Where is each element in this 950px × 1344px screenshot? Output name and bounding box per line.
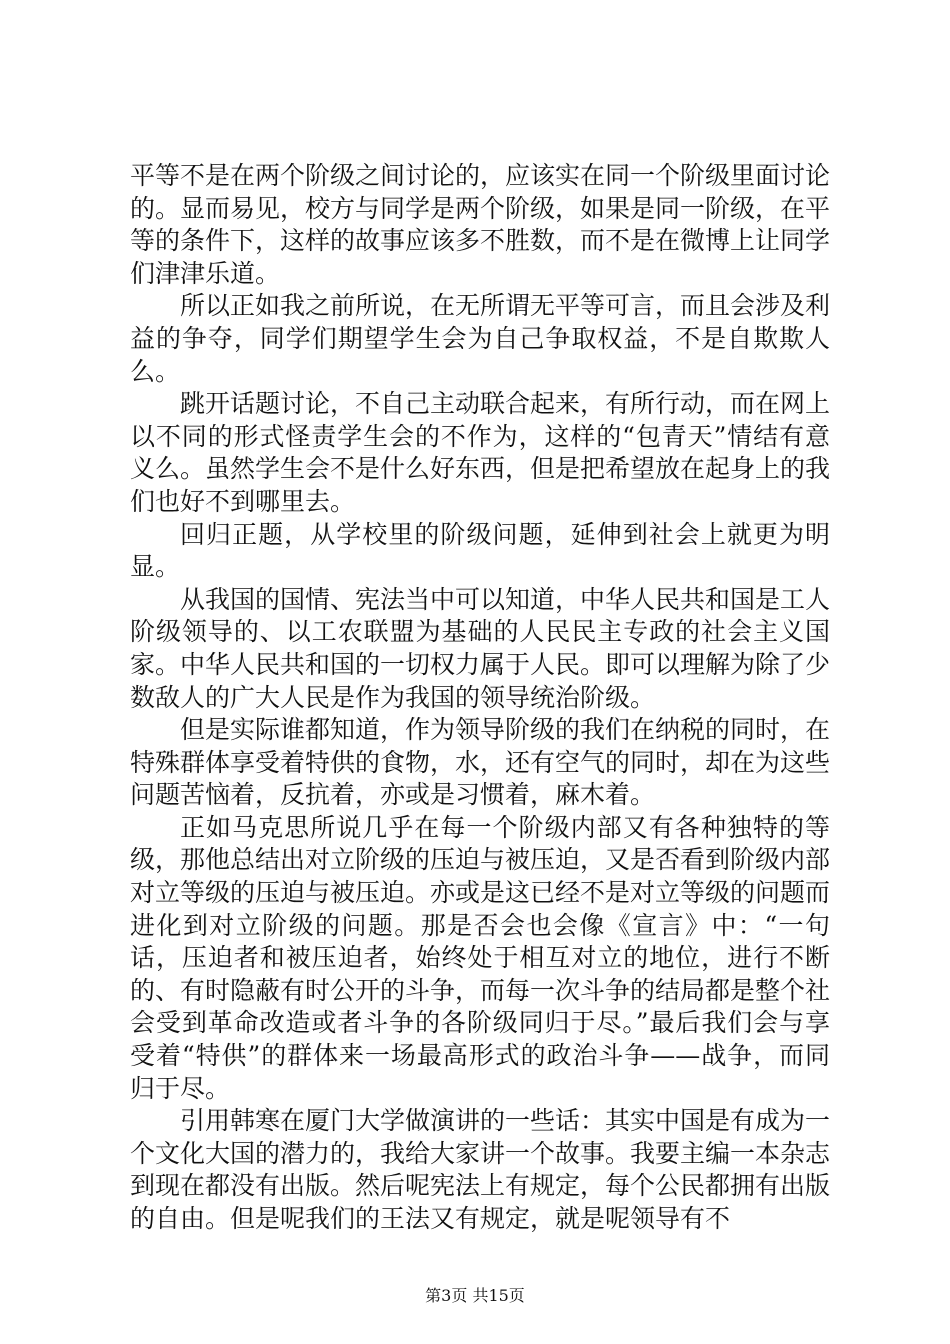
paragraph: 跳开话题讨论，不自己主动联合起来，有所行动，而在网上以不同的形式怪责学生会的不作为，这样的“包青天”情结有意义么。虽然学生会不是什么好东西，但是把希望放在起身上的我们也好不到哪里去。 <box>130 389 831 516</box>
paragraph: 从我国的国情、宪法当中可以知道，中华人民共和国是工人阶级领导的、以工农联盟为基础的人民民主专政的社会主义国家。中华人民共和国的一切权力属于人民。即可以理解为除了少数敌人的广大人民是作为我国的领导统治阶级。 <box>130 584 831 712</box>
page-footer: 第3页 共15页 <box>425 1286 525 1305</box>
paragraph: 正如马克思所说几乎在每一个阶级内部又有各种独特的等级，那他总结出对立阶级的压迫与被压迫，又是否看到阶级内部对立等级的压迫与被压迫。亦或是这已经不是对立等级的问题而进化到对立阶级的问题。那是否会也会像《宣言》中：“一句话，压迫者和被压迫者，始终处于相互对立的地位，进行不断的、有时隐蔽有时公开的斗争，而每一次斗争的结局都是整个社会受到革命改造或者斗争的各阶级同归于尽。”最后我们会与享受着“特供”的群体来一场最高形式的政治斗争——战争，而同归于尽。 <box>130 812 831 1103</box>
paragraph: 平等不是在两个阶级之间讨论的，应该实在同一个阶级里面讨论的。显而易见，校方与同学是两个阶级，如果是同一阶级，在平等的条件下，这样的故事应该多不胜数，而不是在微博上让同学们津津乐道。 <box>130 161 831 288</box>
paragraph: 回归正题，从学校里的阶级问题，延伸到社会上就更为明显。 <box>130 519 830 582</box>
paragraph: 引用韩寒在厦门大学做演讲的一些话：其实中国是有成为一个文化大国的潜力的，我给大家讲一个故事。我要主编一本杂志到现在都没有出版。然后呢宪法上有规定，每个公民都拥有出版的自由。但是呢我们的王法又有规定，就是呢领导有不 <box>130 1106 831 1233</box>
paragraph: 所以正如我之前所说，在无所谓无平等可言，而且会涉及利益的争夺，同学们期望学生会为自己争取权益，不是自欺欺人么。 <box>130 291 831 386</box>
document-body <box>130 160 830 1236</box>
paragraph: 但是实际谁都知道，作为领导阶级的我们在纳税的同时，在特殊群体享受着特供的食物，水，还有空气的同时，却在为这些问题苦恼着，反抗着，亦或是习惯着，麻木着。 <box>130 715 831 810</box>
